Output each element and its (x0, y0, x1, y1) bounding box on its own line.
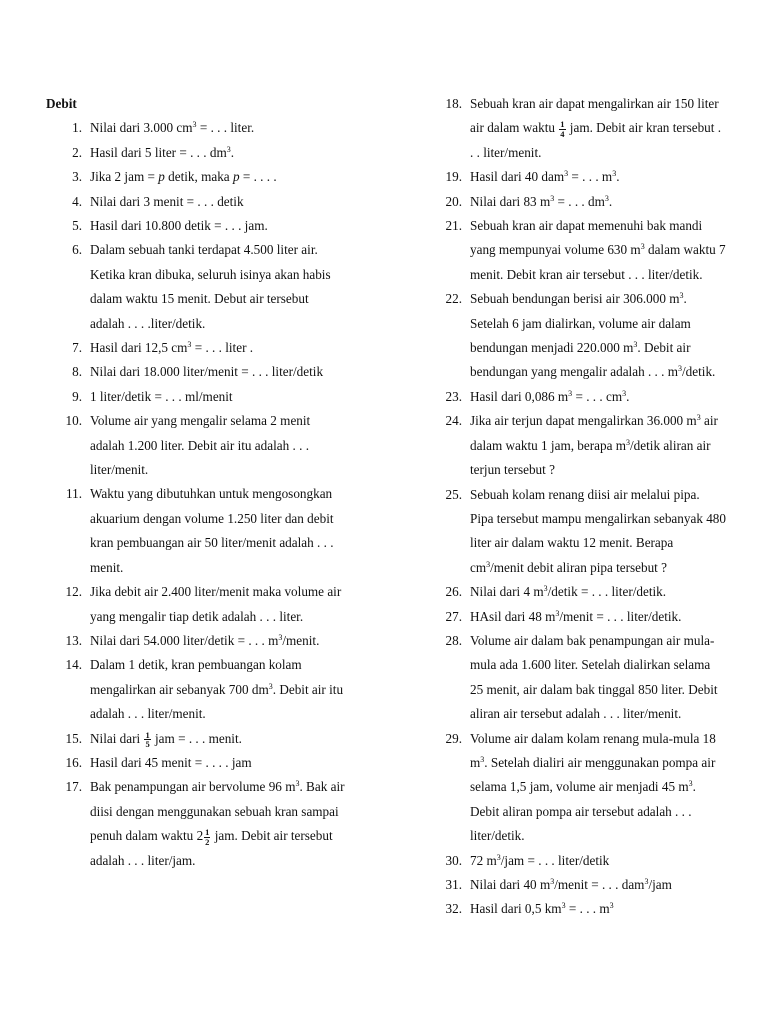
question-line (90, 653, 376, 677)
text-run: Nilai dari (90, 730, 144, 746)
question-item (426, 605, 726, 629)
question-number: 11. (66, 486, 82, 502)
superscript: 3 (612, 169, 617, 179)
text-run: HAsil dari 48 m (470, 608, 556, 624)
text-run: dalam waktu 7 (644, 242, 726, 258)
question-line (90, 800, 376, 824)
question-text (90, 629, 376, 653)
question-line (90, 702, 376, 726)
text-run: Volume air yang mengalir selama 2 menit (90, 413, 311, 429)
text-run: adalah 1.200 liter. Debit air itu adalah . . . (90, 437, 309, 453)
superscript: 3 (550, 877, 555, 886)
math-variable: p (232, 169, 240, 185)
question-list-right (426, 92, 726, 922)
question-text (470, 165, 726, 189)
superscript: 3 (678, 364, 683, 374)
question-text (90, 409, 376, 482)
question-text (90, 385, 376, 409)
text-run: = . . . liter. (196, 120, 255, 136)
question-item (46, 409, 376, 482)
text-run: Hasil dari 0,5 km (470, 901, 562, 917)
math-variable: p (158, 169, 165, 185)
question-line (470, 312, 726, 336)
question-line (470, 702, 726, 726)
question-text (470, 287, 726, 385)
question-number: 9. (72, 388, 82, 404)
question-line (470, 458, 726, 482)
question-line (470, 678, 726, 702)
text-run: yang mempunyai volume 630 m (470, 242, 641, 258)
text-run: Volume air dalam bak penampungan air mula- (470, 632, 715, 648)
question-item (426, 580, 726, 604)
question-line (90, 531, 376, 555)
text-run: menit. (90, 559, 124, 575)
question-line (90, 556, 376, 580)
question-text (90, 727, 376, 751)
question-item (426, 287, 726, 385)
question-line (470, 360, 726, 384)
text-run: Waktu yang dibutuhkan untuk mengosongkan (90, 486, 333, 502)
question-text (90, 580, 376, 629)
text-run: Sebuah bendungan berisi air 306.000 m (470, 291, 680, 307)
text-run: Hasil dari 45 menit = . . . . jam (90, 754, 252, 770)
fraction (144, 731, 150, 749)
text-run: air dalam waktu (470, 120, 559, 136)
question-text (470, 629, 726, 727)
superscript: 3 (187, 340, 192, 350)
superscript: 3 (633, 340, 638, 350)
text-run: Bak penampungan air bervolume 96 m (90, 779, 296, 795)
question-text (90, 141, 376, 165)
question-number: 23. (445, 388, 462, 404)
text-run: Jika 2 jam = (90, 169, 159, 185)
question-line (90, 409, 376, 433)
question-line (470, 824, 726, 848)
question-line (90, 458, 376, 482)
question-text (90, 336, 376, 360)
superscript: 3 (496, 852, 501, 862)
text-run: Hasil dari 12,5 cm (90, 340, 188, 356)
question-line (470, 434, 726, 458)
question-item (426, 385, 726, 409)
question-item (46, 580, 376, 629)
question-text (470, 849, 726, 873)
text-run: . . liter/menit. (470, 144, 542, 160)
fraction (559, 120, 565, 138)
text-run: /detik. (682, 364, 716, 380)
fraction-numerator: 1 (205, 827, 210, 838)
question-number: 20. (445, 193, 462, 209)
text-run: Nilai dari 4 m (470, 584, 544, 600)
text-run: Hasil dari 40 dam (470, 169, 565, 185)
text-run: . (683, 291, 687, 307)
question-text (90, 214, 376, 238)
text-run: Setelah 6 jam dialirkan, volume air dalam (470, 315, 691, 331)
question-item (46, 385, 376, 409)
question-item (46, 775, 376, 873)
text-run: . Setelah dialiri air menggunakan pompa air (484, 754, 716, 770)
text-run: yang mengalir tiap detik adalah . . . liter. (90, 608, 304, 624)
text-run: Nilai dari 3 menit = . . . detik (90, 193, 244, 209)
question-item (46, 190, 376, 214)
question-number: 8. (72, 364, 82, 380)
question-item (426, 483, 726, 581)
text-run: liter/menit. (90, 462, 149, 478)
question-line (90, 849, 376, 873)
question-item (426, 897, 726, 921)
fraction-denominator: 2 (205, 836, 210, 847)
text-run: jam = . . . menit. (151, 730, 242, 746)
question-item (46, 238, 376, 336)
question-line (470, 214, 726, 238)
question-line (470, 263, 726, 287)
superscript: 3 (295, 779, 300, 789)
text-run: = . . . liter . (191, 340, 254, 356)
question-line (470, 775, 726, 799)
question-line (470, 483, 726, 507)
question-line (470, 116, 726, 140)
superscript: 3 (644, 877, 649, 886)
question-number: 28. (445, 632, 462, 648)
question-line (470, 751, 726, 775)
text-run: 72 m (470, 852, 497, 868)
question-text (470, 92, 726, 165)
question-number: 27. (445, 608, 462, 624)
superscript: 3 (696, 413, 701, 423)
question-line (470, 92, 726, 116)
question-item (46, 336, 376, 360)
question-number: 16. (65, 754, 82, 770)
text-run: Nilai dari 40 m (470, 877, 551, 892)
text-run: dalam waktu 15 menit. Debut air tersebut (90, 291, 309, 307)
text-run: Hasil dari 0,086 m (470, 388, 569, 404)
question-line (90, 482, 376, 506)
question-text (470, 190, 726, 214)
text-run: Sebuah kolam renang diisi air melalui pipa. (470, 486, 700, 502)
text-run: . Debit air (637, 340, 691, 356)
question-line (90, 507, 376, 531)
text-run: Nilai dari 3.000 cm (90, 120, 193, 136)
question-number: 4. (72, 193, 82, 209)
question-line (470, 800, 726, 824)
text-run: mengalirkan air sebanyak 700 dm (90, 681, 269, 697)
text-run: Hasil dari 5 liter = . . . dm (90, 144, 227, 160)
question-item (46, 629, 376, 653)
fraction-denominator: 5 (145, 739, 150, 750)
superscript: 3 (543, 584, 548, 594)
question-item (46, 360, 376, 384)
text-run: cm (470, 559, 487, 575)
text-run: /menit = . . . dam (554, 877, 645, 892)
text-run: Jika air terjun dapat mengalirkan 36.000 m (470, 413, 697, 429)
question-line (470, 141, 726, 165)
text-run: Jika debit air 2.400 liter/menit maka volume air (90, 584, 342, 600)
question-text (90, 116, 376, 140)
question-text (470, 727, 726, 849)
question-item (46, 751, 376, 775)
question-number: 22. (445, 291, 462, 307)
question-line (470, 556, 726, 580)
question-number: 31. (445, 877, 462, 892)
text-run: Volume air dalam kolam renang mula-mula 18 (470, 730, 716, 746)
text-run: Nilai dari 18.000 liter/menit = . . . liter/detik (90, 364, 324, 380)
text-run: terjun tersebut ? (470, 462, 555, 478)
text-run: adalah . . . liter/menit. (90, 706, 206, 722)
question-number: 7. (72, 340, 82, 356)
question-item (426, 92, 726, 165)
text-run: dalam waktu 1 jam, berapa m (470, 437, 626, 453)
question-text (90, 238, 376, 336)
question-number: 10. (65, 413, 82, 429)
text-run: /menit debit aliran pipa tersebut ? (490, 559, 667, 575)
question-text (470, 385, 726, 409)
question-number: 6. (72, 242, 82, 258)
question-number: 25. (445, 486, 462, 502)
question-item (426, 849, 726, 873)
question-item (426, 409, 726, 482)
fraction-numerator: 1 (145, 729, 150, 740)
question-line (90, 605, 376, 629)
text-run: aliran air tersebut adalah . . . liter/menit. (470, 706, 682, 722)
question-item (46, 727, 376, 751)
superscript: 3 (226, 144, 231, 154)
text-run: selama 1,5 jam, volume air menjadi 45 m (470, 779, 689, 795)
fraction (204, 828, 210, 846)
text-run: . (616, 169, 620, 185)
question-item (426, 873, 726, 897)
question-text (470, 483, 726, 581)
text-run: Hasil dari 10.800 detik = . . . jam. (90, 218, 268, 234)
superscript: 3 (486, 559, 491, 569)
text-run: m (470, 754, 481, 770)
question-item (46, 141, 376, 165)
text-run: = . . . dm (554, 193, 605, 209)
question-line (470, 238, 726, 262)
superscript: 3 (679, 291, 684, 301)
question-line (90, 434, 376, 458)
question-text (90, 653, 376, 726)
text-run: = . . . cm (572, 388, 623, 404)
text-run: adalah . . . liter/jam. (90, 852, 196, 868)
question-number: 24. (445, 413, 462, 429)
question-line (470, 629, 726, 653)
text-run: = . . . m (565, 901, 610, 917)
text-run: = . . . m (568, 169, 613, 185)
superscript: 3 (278, 632, 283, 642)
question-number: 12. (65, 584, 82, 600)
superscript: 3 (480, 754, 485, 764)
text-run: bendungan menjadi 220.000 m (470, 340, 634, 356)
superscript: 3 (561, 901, 566, 911)
text-run: . (692, 779, 696, 795)
question-line (90, 263, 376, 287)
question-line (90, 824, 376, 848)
section-title: Debit (46, 96, 77, 111)
text-run: jam. Debit air kran tersebut . (566, 120, 722, 136)
question-number: 32. (445, 901, 462, 917)
question-number: 21. (445, 218, 462, 234)
right-column (426, 92, 726, 922)
text-run: detik, maka (164, 169, 233, 185)
text-run: /detik = . . . liter/detik. (547, 584, 667, 600)
question-text (90, 360, 376, 384)
question-text (470, 605, 726, 629)
question-text (90, 775, 376, 873)
text-run: penuh dalam waktu 2 (90, 828, 204, 844)
question-item (46, 214, 376, 238)
question-number: 18. (445, 96, 462, 111)
question-number: 5. (72, 218, 82, 234)
superscript: 3 (268, 681, 273, 691)
text-run: /jam = . . . liter/detik (500, 852, 610, 868)
question-text (470, 873, 726, 897)
question-line (470, 287, 726, 311)
text-run: Sebuah kran air dapat mengalirkan air 150 liter (470, 96, 719, 111)
text-run: Nilai dari 54.000 liter/detik = . . . m (90, 632, 279, 648)
question-text (470, 897, 726, 921)
superscript: 3 (626, 437, 630, 447)
question-line (90, 287, 376, 311)
question-number: 14. (65, 657, 82, 673)
question-number: 15. (65, 730, 82, 746)
text-run: Dalam sebuah tanki terdapat 4.500 liter air. (90, 242, 318, 258)
text-run: /jam (648, 877, 672, 892)
question-text (90, 751, 376, 775)
question-line (90, 238, 376, 262)
superscript: 3 (688, 779, 693, 789)
question-item (426, 727, 726, 849)
text-run: = . . . . (239, 169, 277, 185)
question-line (470, 336, 726, 360)
question-line (90, 775, 376, 799)
superscript: 3 (555, 608, 560, 618)
question-item (46, 116, 376, 140)
text-run: diisi dengan menggunakan sebuah kran sampai (90, 803, 339, 819)
question-number: 17. (65, 779, 82, 795)
text-run: Nilai dari 83 m (470, 193, 551, 209)
superscript: 3 (604, 193, 609, 203)
text-run: jam. Debit air tersebut (211, 828, 333, 844)
text-run: . (230, 144, 235, 160)
question-item (46, 653, 376, 726)
text-run: . Debit air itu (272, 681, 344, 697)
text-run: . Bak air (299, 779, 345, 795)
text-run: Debit aliran pompa air tersebut adalah . . . (470, 803, 692, 819)
question-number: 1. (72, 120, 82, 136)
question-item (46, 165, 376, 189)
question-item (426, 214, 726, 287)
superscript: 3 (609, 901, 614, 911)
question-number: 19. (445, 169, 462, 185)
question-text (90, 165, 376, 189)
question-line (470, 409, 726, 433)
question-list-left (46, 116, 376, 873)
text-run: adalah . . . .liter/detik. (90, 315, 206, 331)
question-line (470, 727, 726, 751)
text-run: akuarium dengan volume 1.250 liter dan debit (90, 510, 334, 526)
text-run: liter/detik. (470, 828, 525, 844)
question-item (426, 190, 726, 214)
text-run: . (626, 388, 630, 404)
question-text (470, 580, 726, 604)
text-run: /menit. (282, 632, 320, 648)
text-run: 25 menit, air dalam bak tinggal 850 liter. Debit (470, 681, 718, 697)
text-run: air (700, 413, 718, 429)
left-column (46, 92, 376, 873)
text-run: bendungan yang mengalir adalah . . . m (470, 364, 679, 380)
question-number: 13. (65, 632, 82, 648)
question-line (470, 531, 726, 555)
text-run: /menit = . . . liter/detik. (559, 608, 682, 624)
question-number: 30. (445, 852, 462, 868)
question-number: 3. (72, 169, 82, 185)
text-run: /detik aliran air (630, 437, 711, 453)
text-run: Ketika kran dibuka, seluruh isinya akan habis (90, 266, 331, 282)
text-run: mula ada 1.600 liter. Setelah dialirkan selama (470, 657, 711, 673)
question-line (90, 312, 376, 336)
fraction-numerator: 1 (560, 119, 565, 130)
question-line (90, 678, 376, 702)
question-line (90, 580, 376, 604)
superscript: 3 (622, 388, 627, 398)
question-item (46, 482, 376, 580)
text-run: menit. Debit kran air tersebut . . . liter/detik. (470, 266, 703, 282)
question-number: 2. (72, 144, 82, 160)
superscript: 3 (192, 120, 197, 130)
question-number: 26. (445, 584, 462, 600)
superscript: 3 (568, 388, 573, 398)
question-line (470, 653, 726, 677)
text-run: . (608, 193, 613, 209)
superscript: 3 (640, 242, 645, 252)
text-run: liter air dalam waktu 12 menit. Berapa (470, 535, 674, 551)
text-run: Dalam 1 detik, kran pembuangan kolam (90, 657, 302, 673)
superscript: 3 (550, 193, 555, 203)
text-run: kran pembuangan air 50 liter/menit adalah . . . (90, 535, 334, 551)
text-run: Pipa tersebut mampu mengalirkan sebanyak 480 (470, 510, 726, 526)
question-item (426, 165, 726, 189)
question-text (470, 214, 726, 287)
fraction-denominator: 4 (560, 128, 565, 139)
superscript: 3 (564, 169, 569, 179)
question-text (90, 482, 376, 580)
question-text (470, 409, 726, 482)
question-text (90, 190, 376, 214)
question-line (470, 507, 726, 531)
text-run: Sebuah kran air dapat memenuhi bak mandi (470, 218, 703, 234)
question-number: 29. (445, 730, 462, 746)
question-item (426, 629, 726, 727)
text-run: 1 liter/detik = . . . ml/menit (90, 388, 233, 404)
